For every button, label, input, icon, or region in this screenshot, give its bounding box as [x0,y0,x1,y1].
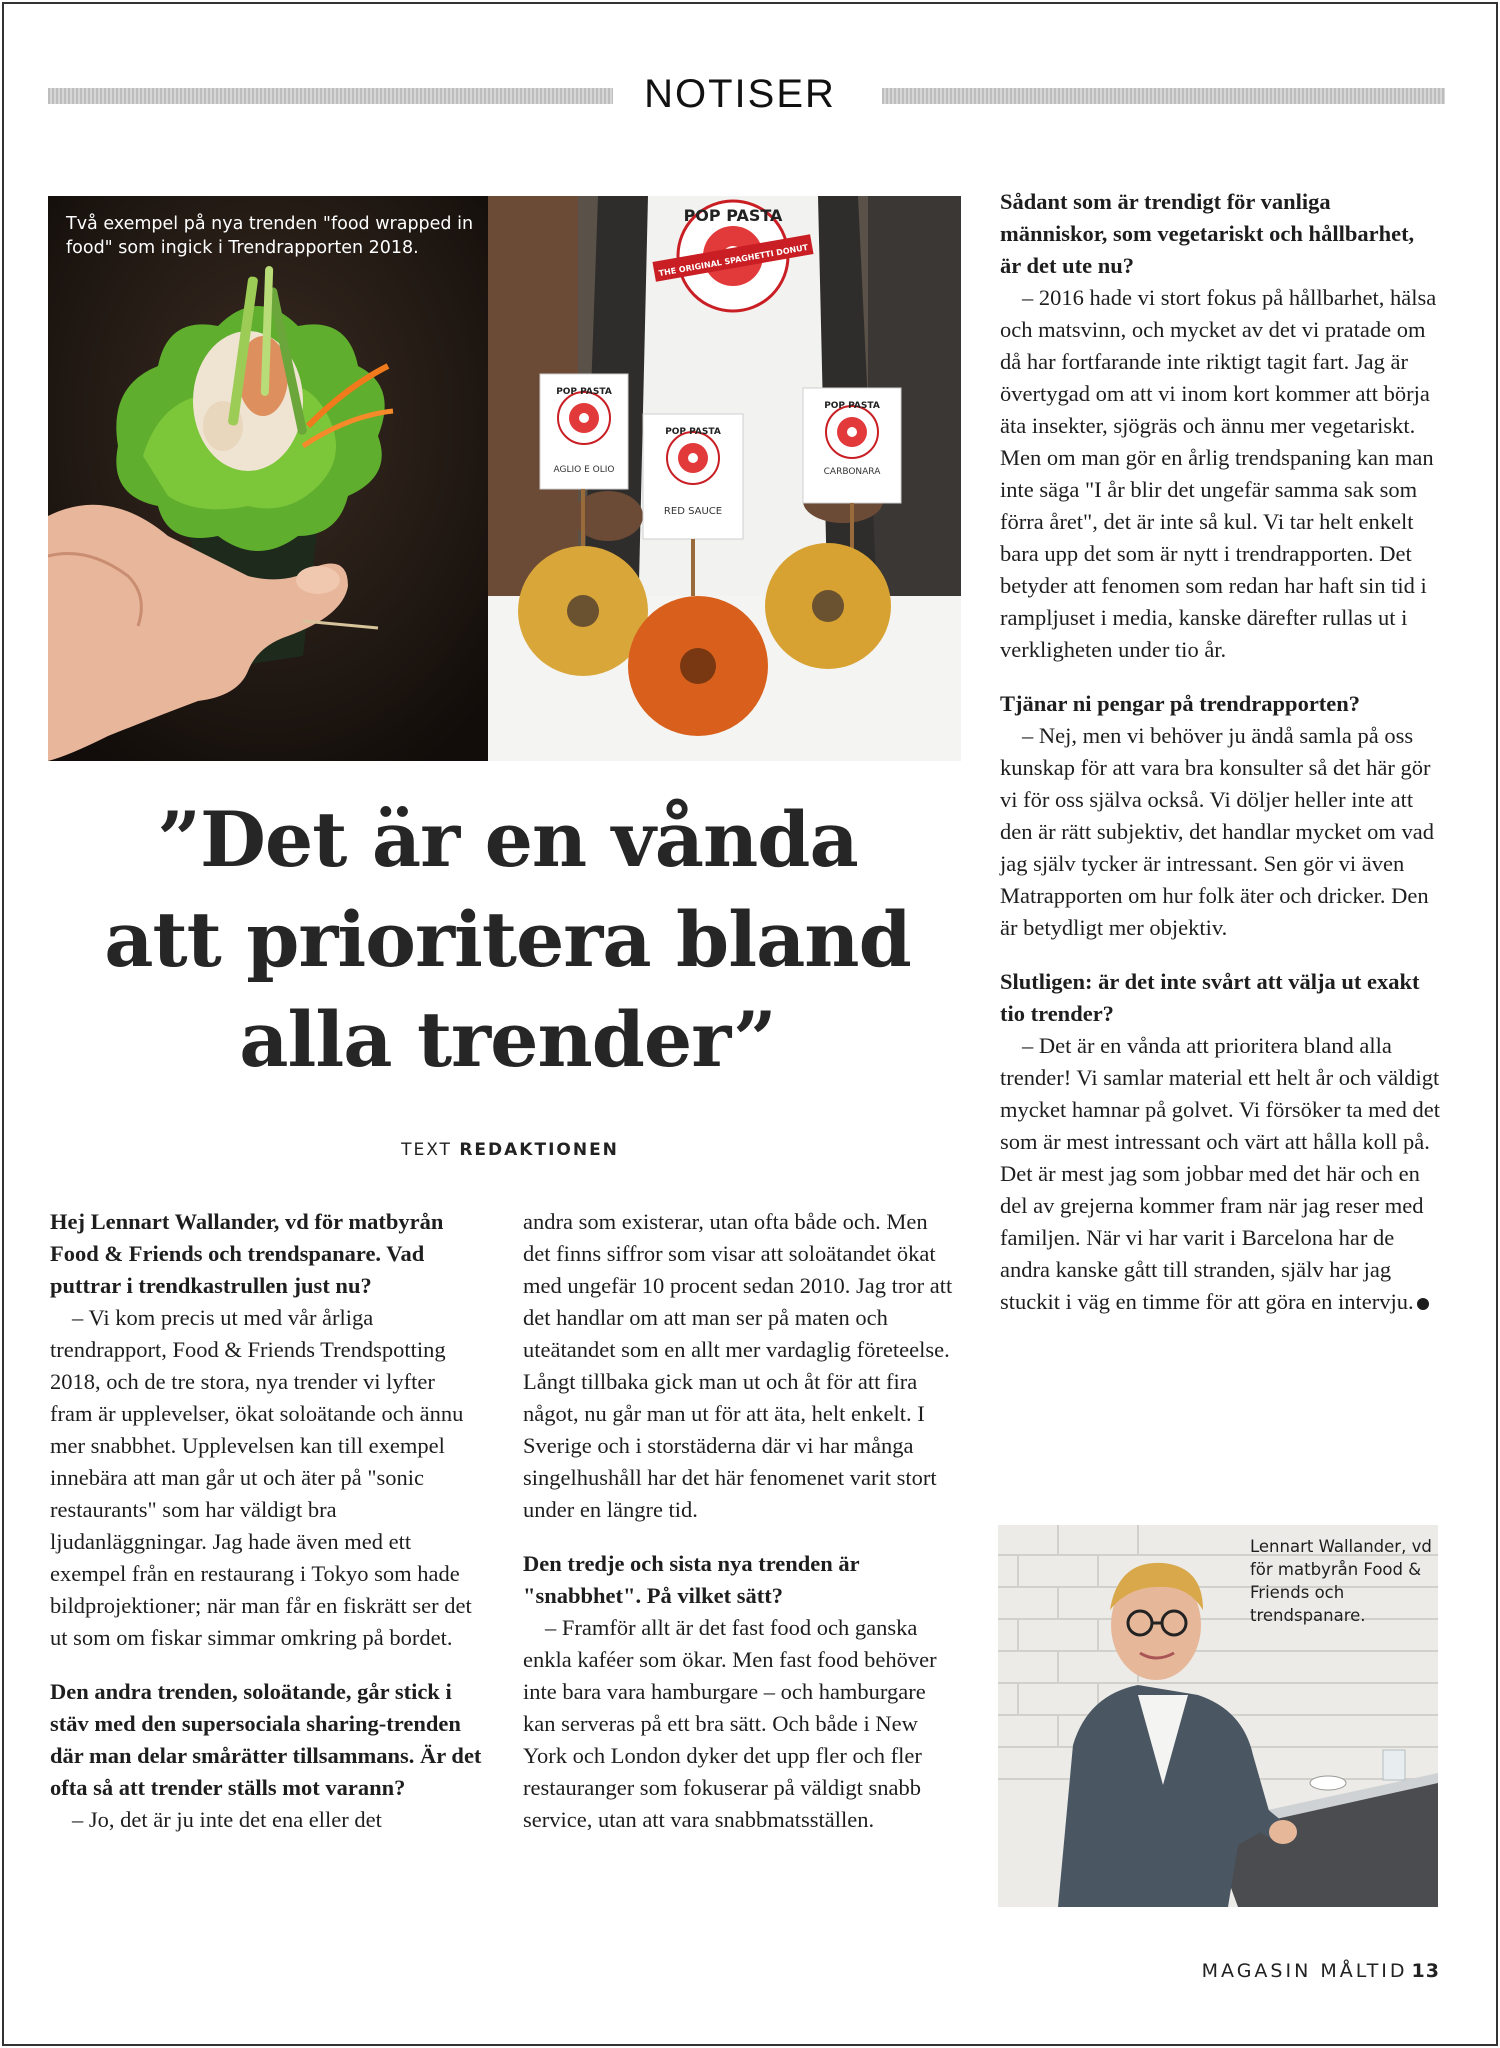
text-column-1 [50,1206,482,1836]
byline [300,1140,720,1160]
flag-carbonara-label: CARBONARA [823,467,881,477]
answer-1: – Vi kom precis ut med vår årliga trendrapport, Food & Friends Trendspotting 2018, och de tre stora, nya trender vi lyfter fram är upplevelser, ökat soloätande och ännu mer snabbhet. Upplevelsen kan till exempel innebära att man går ut och äter på "sonic restaurants" som har väldigt bra ljudanläggningar. Jag hade även med ett exempel från en restaurang i Tokyo som hade bildprojektioner; när man får en fiskrätt ser det ut som om fiskar simmar omkring på bordet. [50,1305,472,1650]
headline-line-1: ”Det är en vånda [157,795,858,884]
flag-red-brand: POP PASTA [665,427,721,437]
apron-brand-text: POP PASTA [683,206,783,225]
food-wrap-illustration [48,196,488,761]
flag-aglio-brand: POP PASTA [556,387,612,397]
photo-food-wrap [48,196,488,761]
byline-label: TEXT [401,1140,452,1160]
headline-line-3: alla trender” [239,995,776,1084]
byline-author: REDAKTIONEN [459,1140,619,1160]
answer-2: – Jo, det är ju inte det ena eller det [72,1807,382,1832]
question-6: Slutligen: är det inte svårt att välja ut exakt tio trender? [1000,969,1420,1026]
photo-caption: Två exempel på nya trenden "food wrapped in food" som ingick i Trendrapporten 2018. [66,214,474,258]
portrait-photo [998,1525,1438,1907]
text-column-3 [1000,186,1440,1318]
flag-aglio-label: AGLIO E OLIO [553,465,615,475]
section-title: NOTISER [644,72,836,116]
question-3: Den tredje och sista nya trenden är "snabbhet". På vilket sätt? [523,1551,860,1608]
page-footer [1060,1960,1440,1982]
answer-5: – Nej, men vi behöver ju ändå samla på oss kunskap för att vara bra konsulter så det här gör vi för oss själva också. Vi döljer heller inte att den är rätt subjektiv, det handlar mycket om vad jag själv tycker är intressant. Sen gör vi även Matrapporten om hur folk äter och dricker. Den är betydligt mer objektiv. [1000,723,1435,940]
flag-red-label: RED SAUCE [663,506,723,517]
question-1: Hej Lennart Wallander, vd för matbyrån Food & Friends och trendspanare. Vad puttrar i trendkastrullen just nu? [50,1209,444,1298]
question-2: Den andra trenden, soloätande, går stick i stäv med den supersociala sharing-trenden där man delar smårätter tillsammans. Är det ofta så att trender ställs mot varann? [50,1679,482,1800]
flag-carbonara-brand: POP PASTA [824,401,880,411]
apron-ribbon-text: THE ORIGINAL SPAGHETTI DONUT [658,242,809,279]
portrait-caption: Lennart Wallander, vd för matbyrån Food & Friends och trendspanare. [1250,1537,1432,1625]
pasta-donuts-illustration [488,196,961,761]
answer-4: – 2016 hade vi stort fokus på hållbarhet, hälsa och matsvinn, och mycket av det vi pratade om då har fortfarande inte riktigt tagit fart. Jag är övertygad om att vi inom kort kommer att börja äta insekter, sjögräs och ännu mer vegetariskt. Men om man gör en årlig trendspaning kan man inte säga "I år blir det ungefär samma sak som förra året", det är inte så kul. Vi tar helt enkelt bara upp det som är nytt i trendrapporten. Det betyder att fenomen som redan har haft sin tid i rampljuset i media, kanske därefter rullas ut i verkligheten under tio år. [1000,285,1437,662]
answer-6 [1000,1030,1440,1318]
question-5: Tjänar ni pengar på trendrapporten? [1000,691,1361,716]
end-mark-icon [1417,1298,1429,1310]
header-rule-left [48,88,613,104]
page-number: 13 [1411,1960,1440,1982]
answer-2-continued: andra som existerar, utan ofta både och. Men det finns siffror som visar att soloätandet ökat med ungefär 10 procent sedan 2010. Jag tror att det handlar om att man ser på maten och uteätandet som en allt mer vardaglig företeelse. Långt tillbaka gick man ut och åt för att fira något, nu går man ut för att äta, helt enkelt. I Sverige och i storstäderna där vi har många singelhushåll har det här fenomenet varit stort under en längre tid. [523,1209,953,1522]
answer-3: – Framför allt är det fast food och ganska enkla kaféer som ökar. Men fast food behöver inte bara vara hamburgare – och hamburgare kan serveras på ett bra sätt. Och både i New York och London dyker det upp fler och fler restauranger som fokuserar på väldigt snabb service, utan att vara snabbmatsställen. [523,1615,937,1832]
text-column-2 [523,1206,955,1836]
photo-pasta-donuts [488,196,961,761]
magazine-name: MAGASIN MÅLTID [1201,1960,1408,1982]
headline [55,790,960,1090]
question-4: Sådant som är trendigt för vanliga människor, som vegetariskt och hållbarhet, är det ute nu? [1000,189,1415,278]
header-rule-right [882,88,1445,104]
headline-line-2: att prioritera bland [104,895,911,984]
answer-6-text: – Det är en vånda att prioritera bland alla trender! Vi samlar material ett helt år och väldigt mycket hamnar på golvet. Vi försöker ta med det som är mest intressant och värt att hålla koll på. Det är mest jag som jobbar med det här och en del av grejerna kommer fram när jag reser med familjen. När vi har varit i Barcelona har de andra kanske gått till stranden, själv har jag stuckit i väg en timme för att göra en intervju. [1000,1033,1440,1314]
